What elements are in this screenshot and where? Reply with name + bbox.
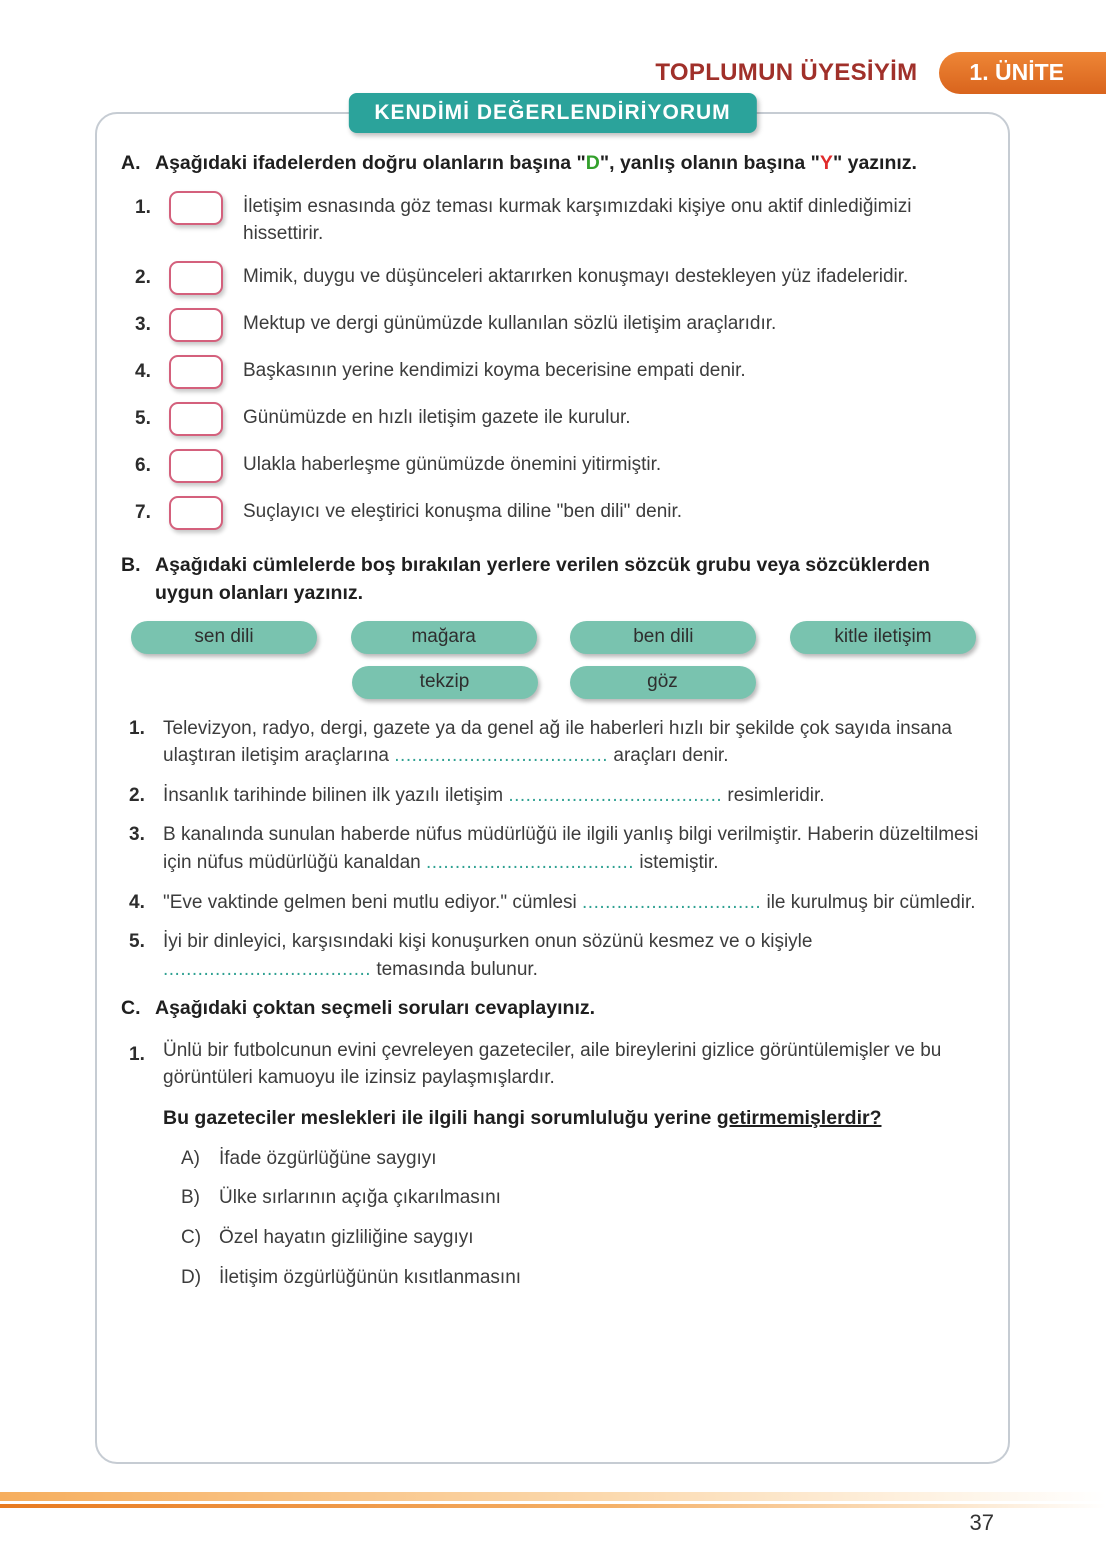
item-number: 4. <box>129 891 145 913</box>
word-pill: mağara <box>351 621 537 654</box>
choice-option-a[interactable] <box>181 1146 980 1173</box>
statement-text: Mektup ve dergi günümüzde kullanılan sözlü iletişim araçlarıdır. <box>243 313 777 335</box>
chapter-title: TOPLUMUN ÜYESİYİM <box>655 59 918 86</box>
choice-option-c[interactable] <box>181 1225 980 1252</box>
option-text: Özel hayatın gizliliğine saygıyı <box>219 1227 474 1249</box>
page-number: 37 <box>969 1510 994 1535</box>
item-number: 3. <box>135 314 151 336</box>
option-letter: A) <box>181 1147 200 1169</box>
section-a-prompt <box>155 150 917 177</box>
content-box <box>95 101 1010 1464</box>
word-pill: tekzip <box>352 666 538 699</box>
sentence-before: B kanalında sunulan haberde nüfus müdürlüğü ile ilgili yanlış bilgi verilmiştir. Haberin düzeltilmesi için nüfus müdürlüğü kanaldan <box>163 824 979 874</box>
fill-blank-item <box>129 889 980 917</box>
statement-text: İletişim esnasında göz teması kurmak karşımızdaki kişiye onu aktif dinlediğimizi hissettirir. <box>243 196 912 245</box>
option-letter: C) <box>181 1227 202 1249</box>
true-false-item <box>135 496 980 530</box>
true-false-item <box>135 449 980 483</box>
section-b-label: B. <box>121 554 141 577</box>
answer-checkbox[interactable] <box>169 308 223 342</box>
sentence-before: İyi bir dinleyici, karşısındaki kişi konuşurken onun sözünü kesmez ve o kişiyle <box>163 931 813 953</box>
item-number: 7. <box>135 502 151 524</box>
question-number: 1. <box>129 1043 145 1065</box>
true-letter: D <box>585 152 600 174</box>
answer-checkbox[interactable] <box>169 191 223 225</box>
sentence-after: resimleridir. <box>722 784 825 806</box>
self-evaluation-banner: KENDİMİ DEĞERLENDİRİYORUM <box>348 93 756 133</box>
sentence-before: "Eve vaktinde gelmen beni mutlu ediyor." cümlesi <box>163 891 583 913</box>
sentence-after: araçları denir. <box>608 745 729 767</box>
question-text: Ünlü bir futbolcunun evini çevreleyen gazeteciler, aile bireylerini gizlice görüntülemişler ve bu görüntüleri kamuoyu ile izinsiz paylaşmışlardır. <box>163 1039 942 1089</box>
fill-blank-item <box>129 821 980 876</box>
prompt-text: ", yanlış olanın başına " <box>599 152 820 174</box>
fill-blank-item <box>129 928 980 983</box>
true-false-item <box>135 355 980 389</box>
statement-text: Günümüzde en hızlı iletişim gazete ile kurulur. <box>243 407 631 429</box>
section-a-label: A. <box>121 152 141 174</box>
footer-accent-bars <box>0 1492 1106 1508</box>
item-number: 5. <box>129 931 145 953</box>
content-inner <box>97 114 1008 1322</box>
blank-field[interactable]: ............................... <box>582 891 762 913</box>
item-number: 5. <box>135 408 151 430</box>
multiple-choice-question <box>129 1037 980 1092</box>
section-b-heading <box>121 552 980 607</box>
question-stem <box>163 1104 970 1132</box>
section-b-prompt: Aşağıdaki cümlelerde boş bırakılan yerlere verilen sözcük grubu veya sözcüklerden uygun olanları yazınız. <box>155 554 930 604</box>
answer-checkbox[interactable] <box>169 261 223 295</box>
blank-field[interactable]: ..................................... <box>394 745 609 767</box>
section-c-label: C. <box>121 997 141 1020</box>
item-number: 3. <box>129 824 145 846</box>
stem-text: Bu gazeteciler meslekleri ile ilgili hangi sorumluluğu yerine <box>163 1106 717 1129</box>
true-false-item <box>135 261 980 295</box>
option-text: İletişim özgürlüğünün kısıtlanmasını <box>219 1266 522 1288</box>
word-pill: kitle iletişim <box>790 621 976 654</box>
true-false-item <box>135 191 980 248</box>
false-letter: Y <box>819 152 833 174</box>
option-text: Ülke sırlarının açığa çıkarılmasını <box>219 1187 501 1209</box>
fill-blank-item <box>129 782 980 810</box>
answer-checkbox[interactable] <box>169 496 223 530</box>
section-a-heading <box>121 150 980 177</box>
sentence-after: temasında bulunur. <box>371 958 538 980</box>
word-bank-row-1 <box>131 621 976 654</box>
option-letter: D) <box>181 1266 202 1288</box>
item-number: 2. <box>129 784 145 806</box>
statement-text: Mimik, duygu ve düşünceleri aktarırken konuşmayı destekleyen yüz ifadeleridir. <box>243 266 909 288</box>
footer-bar-light <box>0 1492 1106 1501</box>
option-letter: B) <box>181 1187 200 1209</box>
item-number: 6. <box>135 455 151 477</box>
item-number: 1. <box>129 717 145 739</box>
footer-bar-dark <box>0 1504 1106 1508</box>
section-c-prompt: Aşağıdaki çoktan seçmeli soruları cevaplayınız. <box>155 997 596 1020</box>
blank-field[interactable]: ..................................... <box>508 784 723 806</box>
word-bank-row-2 <box>131 666 976 699</box>
answer-checkbox[interactable] <box>169 449 223 483</box>
true-false-item <box>135 308 980 342</box>
blank-field[interactable]: .................................... <box>163 958 372 980</box>
sentence-text <box>163 928 980 983</box>
sentence-after: istemiştir. <box>634 852 719 874</box>
blank-field[interactable]: .................................... <box>426 852 635 874</box>
statement-text: Başkasının yerine kendimizi koyma becerisine empati denir. <box>243 360 746 382</box>
item-number: 1. <box>135 197 151 219</box>
answer-checkbox[interactable] <box>169 402 223 436</box>
page-header <box>655 52 1106 94</box>
statement-text: Suçlayıcı ve eleştirici konuşma diline "ben dili" denir. <box>243 501 683 523</box>
sentence-text <box>163 782 980 810</box>
item-number: 2. <box>135 267 151 289</box>
unit-badge: 1. ÜNİTE <box>939 52 1106 94</box>
prompt-text: Aşağıdaki ifadelerden doğru olanların başına " <box>155 152 586 174</box>
item-number: 4. <box>135 361 151 383</box>
sentence-text <box>163 889 980 917</box>
section-c-heading <box>121 995 980 1022</box>
sentence-after: ile kurulmuş bir cümledir. <box>761 891 976 913</box>
stem-underlined-text: getirmemişlerdir? <box>716 1106 882 1129</box>
sentence-before: İnsanlık tarihinde bilinen ilk yazılı iletişim <box>163 784 509 806</box>
true-false-item <box>135 402 980 436</box>
sentence-text <box>163 715 980 770</box>
choice-option-d[interactable] <box>181 1265 980 1292</box>
answer-checkbox[interactable] <box>169 355 223 389</box>
choice-option-b[interactable] <box>181 1185 980 1212</box>
word-pill: ben dili <box>570 621 756 654</box>
prompt-text: " yazınız. <box>832 152 917 174</box>
sentence-before: Televizyon, radyo, dergi, gazete ya da genel ağ ile haberleri hızlı bir şekilde çok sayıda insana ulaştıran iletişim araçlarına <box>163 717 952 767</box>
word-pill: göz <box>570 666 756 699</box>
sentence-text <box>163 821 980 876</box>
option-text: İfade özgürlüğüne saygıyı <box>219 1147 437 1169</box>
statement-text: Ulakla haberleşme günümüzde önemini yitirmiştir. <box>243 454 662 476</box>
word-bank <box>131 621 976 699</box>
fill-blank-item <box>129 715 980 770</box>
word-pill: sen dili <box>131 621 317 654</box>
